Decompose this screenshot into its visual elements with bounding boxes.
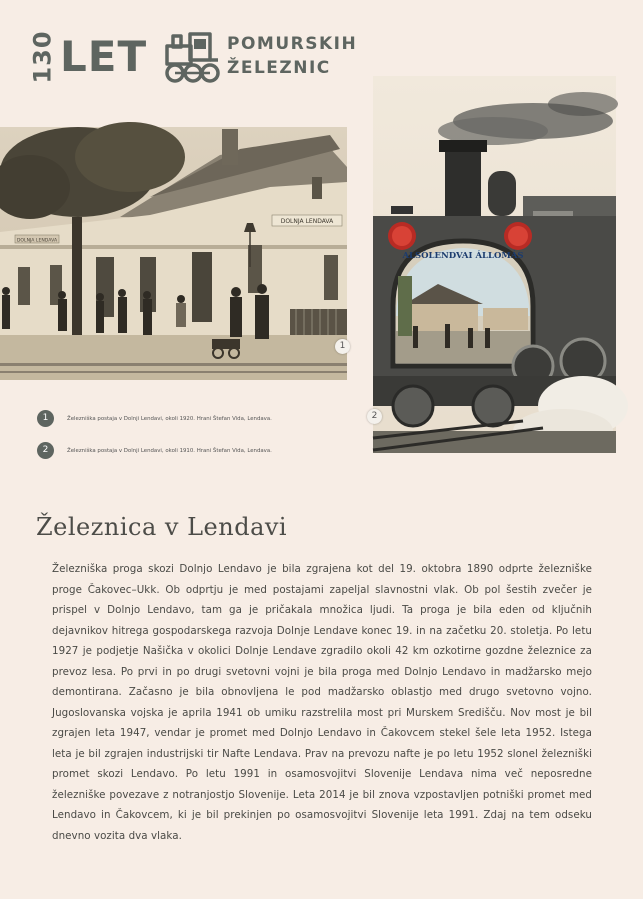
- station-sign-small: DOLNJA LENDAVA: [16, 238, 58, 244]
- caption-text: Železniška postaja v Dolnji Lendavi, okoli 1910. Hrani Štefan Vida, Lendava.: [67, 447, 272, 454]
- article-body: Železniška proga skozi Dolnjo Lendavo je bila zgrajena kot del 19. oktobra 1890 odprte železniške proge Čakovec–Ukk. Ob odprtju je med postajami zapeljal slavnostni vlak. Ob pol šestih zvečer je prispel v Dolnjo Lendavo, tam ga je pričakala množica ljudi. Ta proga je bila eden od ključnih dejavnikov hitrega gospodarskega razvoja Dolnje Lendave konec 19. in na začetku 20. stoletja. Po letu 1927 je podjetje Našička v okolici Dolnje Lendave zgradilo okoli 42 km ozkotirne gozdne železnice za prevoz lesa. Po prvi in po drugi svetovni vojni je bila proga med Dolnjo Lendavo in madžarsko mejo demontirana. Začasno je bila obnovljena le pod madžarsko oblastjo med drugo svetovno vojno. Jugoslovanska vojska je aprila 1941 ob umiku razstrelila most pri Murskem Središču. Nov most je bil zgrajen leta 1947, vendar je promet med Dolnjo Lendavo in Čakovcem stekel šele leta 1952. Istega leta je bil zgrajen industrijski tir Nafte Lendava. Prav na prevozu nafte je po letu 1952 slonel železniški promet skozi Lendavo. Po letu 1991 in osamosvojitvi Slovenije Lendava nima več neposredne železniške povezave z notranjostjo Slovenije. Leta 2014 je bil znova vzpostavljen potniški promet med Lendavo in Čakovcem, ki je bil prekinjen po osamosvojitvi Slovenije leta 1991. Zdaj na tem odseku dnevno vozita dva vlaka.: [52, 563, 592, 842]
- article-title: Železnica v Lendavi: [36, 513, 288, 541]
- postcard-title: ALSÓLENDVAI ÁLLOMÁS: [402, 251, 524, 261]
- photo-marker-2: 2: [367, 409, 382, 424]
- caption-text: Železniška postaja v Dolnji Lendavi, okoli 1920. Hrani Štefan Vida, Lendava.: [67, 415, 272, 422]
- logo-number: 130: [29, 30, 58, 84]
- photo-marker-1: 1: [335, 339, 350, 354]
- logo-title: POMURSKIH ŽELEZNIC: [227, 34, 358, 78]
- locomotive-icon: [163, 30, 221, 84]
- caption-1: [37, 410, 272, 427]
- caption-badge: 2: [37, 442, 54, 459]
- logo-word: LET: [60, 32, 148, 81]
- postcard-photo: [373, 76, 616, 453]
- caption-2: [37, 442, 272, 459]
- logo-130-let: [29, 30, 358, 84]
- station-sign: DOLNJA LENDAVA: [280, 218, 334, 225]
- station-photo: [0, 127, 347, 380]
- caption-badge: 1: [37, 410, 54, 427]
